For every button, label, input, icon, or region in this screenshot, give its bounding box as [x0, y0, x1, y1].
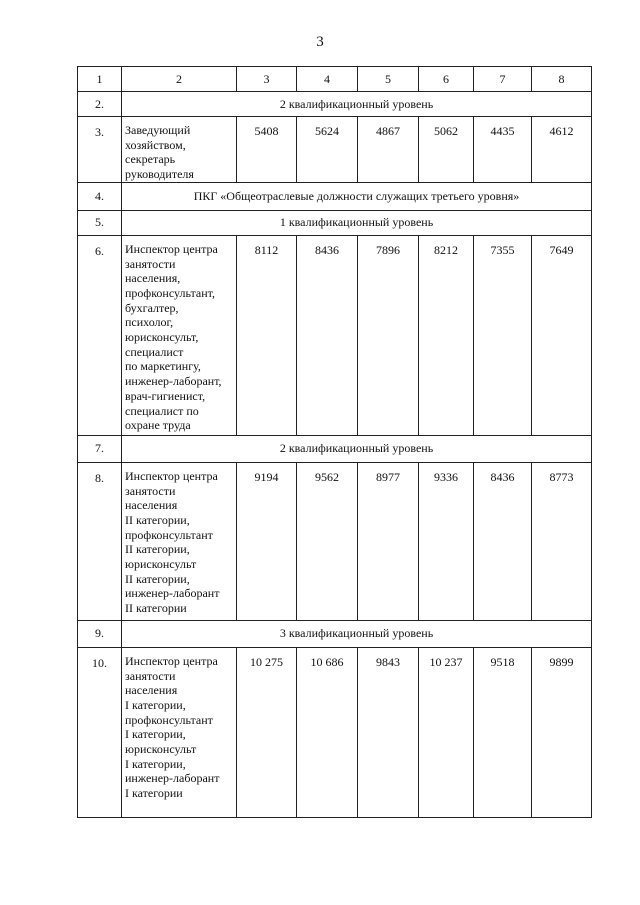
position-line: врач-гигиенист,: [125, 388, 206, 403]
salary-value: 4612: [532, 117, 592, 183]
position-cell: [122, 647, 237, 817]
row-number: 9.: [78, 620, 122, 647]
salary-value: 10 275: [237, 647, 297, 817]
position-line: населения: [125, 498, 178, 513]
position-line: хозяйством,: [125, 137, 186, 152]
salary-value: 4435: [474, 117, 532, 183]
salary-value: 5624: [297, 117, 358, 183]
position-line: инженер-лаборант: [125, 771, 220, 786]
header-cell: 2: [122, 67, 237, 92]
header-cell: 1: [78, 67, 122, 92]
section-title: 2 квалификационный уровень: [122, 92, 592, 117]
header-cell: 8: [532, 67, 592, 92]
table-row: [78, 647, 592, 817]
salary-value: 7355: [474, 235, 532, 435]
table-body: [78, 67, 592, 818]
row-number: 10.: [78, 647, 122, 817]
salary-value: 4867: [358, 117, 419, 183]
row-number: 5.: [78, 210, 122, 235]
table-row: [78, 462, 592, 620]
section-row: [78, 620, 592, 647]
salary-value: 8212: [419, 235, 474, 435]
position-line: психолог,: [125, 315, 174, 330]
position-line: I категории,: [125, 697, 186, 712]
salary-value: 9843: [358, 647, 419, 817]
row-number: 8.: [78, 462, 122, 620]
position-line: занятости: [125, 483, 176, 498]
header-cell: 5: [358, 67, 419, 92]
section-title: 1 квалификационный уровень: [122, 210, 592, 235]
position-line: Заведующий: [125, 123, 191, 137]
row-number: 7.: [78, 435, 122, 462]
position-line: по маркетингу,: [125, 359, 201, 374]
salary-value: 9336: [419, 462, 474, 620]
position-line: I категории: [125, 786, 183, 801]
table-row: [78, 117, 592, 183]
position-line: II категории,: [125, 571, 190, 586]
header-cell: 6: [419, 67, 474, 92]
position-line: населения: [125, 683, 178, 698]
salary-value: 5408: [237, 117, 297, 183]
salary-value: 8436: [474, 462, 532, 620]
position-line: юрисконсульт: [125, 742, 197, 757]
position-line: занятости: [125, 668, 176, 683]
position-line: инженер-лаборант: [125, 586, 220, 601]
section-title: 3 квалификационный уровень: [122, 620, 592, 647]
row-number: 3.: [78, 117, 122, 183]
salary-value: 10 686: [297, 647, 358, 817]
salary-value: 9562: [297, 462, 358, 620]
position-line: I категории,: [125, 727, 186, 742]
position-line: Инспектор центра: [125, 241, 218, 256]
salary-value: 10 237: [419, 647, 474, 817]
position-line: I категории,: [125, 756, 186, 771]
position-line: II категории: [125, 601, 187, 616]
position-line: занятости: [125, 256, 176, 271]
position-line: специалист по: [125, 403, 199, 418]
header-cell: 7: [474, 67, 532, 92]
position-line: юрисконсульт,: [125, 330, 199, 345]
salary-value: 9518: [474, 647, 532, 817]
salary-value: 9899: [532, 647, 592, 817]
header-row: [78, 67, 592, 92]
row-number: 4.: [78, 182, 122, 210]
section-title: 2 квалификационный уровень: [122, 435, 592, 462]
position-line: II категории,: [125, 512, 190, 527]
position-cell: [122, 117, 237, 183]
salary-value: 8112: [237, 235, 297, 435]
position-line: охране труда: [125, 418, 191, 433]
position-line: секретарь: [125, 152, 176, 167]
table-row: [78, 235, 592, 435]
position-line: Инспектор центра: [125, 468, 218, 483]
position-cell: [122, 235, 237, 435]
position-line: инженер-лаборант,: [125, 374, 222, 389]
salary-value: 8436: [297, 235, 358, 435]
row-number: 2.: [78, 92, 122, 117]
position-line: профконсультант: [125, 527, 213, 542]
position-line: профконсультант: [125, 712, 213, 727]
header-cell: 4: [297, 67, 358, 92]
row-number: 6.: [78, 235, 122, 435]
position-line: бухгалтер,: [125, 300, 179, 315]
position-line: юрисконсульт: [125, 557, 197, 572]
section-row: [78, 182, 592, 210]
position-line: Инспектор центра: [125, 653, 218, 668]
position-line: специалист: [125, 344, 184, 359]
salary-value: 7896: [358, 235, 419, 435]
section-row: [78, 435, 592, 462]
position-line: II категории,: [125, 542, 190, 557]
salary-value: 8773: [532, 462, 592, 620]
position-line: руководителя: [125, 167, 194, 182]
section-title: ПКГ «Общеотраслевые должности служащих третьего уровня»: [122, 182, 592, 210]
section-row: [78, 210, 592, 235]
salary-value: 9194: [237, 462, 297, 620]
section-row: [78, 92, 592, 117]
salary-value: 8977: [358, 462, 419, 620]
position-line: профконсультант,: [125, 285, 215, 300]
salary-table: [77, 66, 592, 818]
page-number: 3: [316, 34, 324, 50]
salary-value: 5062: [419, 117, 474, 183]
position-cell: [122, 462, 237, 620]
position-line: населения,: [125, 271, 181, 286]
header-cell: 3: [237, 67, 297, 92]
salary-value: 7649: [532, 235, 592, 435]
